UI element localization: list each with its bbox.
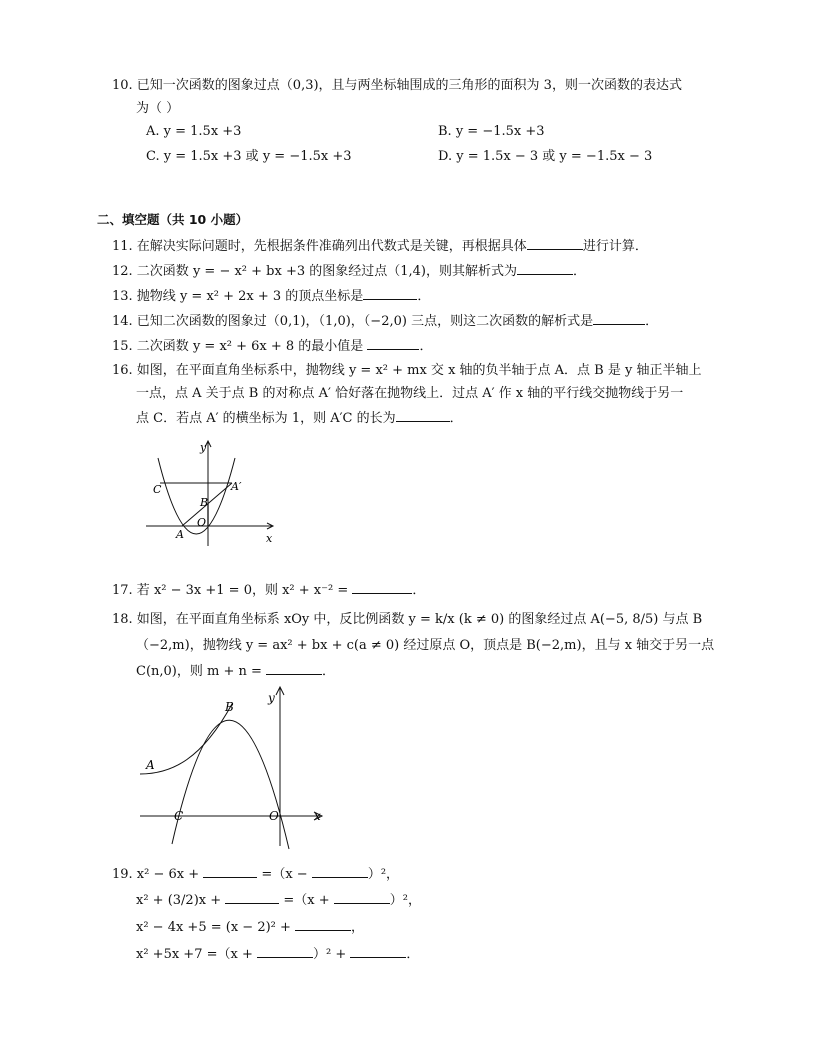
q13-answer-blank	[363, 288, 417, 300]
q10-option-b: B. y = −1.5x +3	[438, 124, 545, 139]
q17	[112, 582, 425, 599]
q14-text-b: ．	[645, 314, 659, 329]
q16-answer-blank	[396, 410, 450, 422]
q16-line3	[136, 410, 463, 427]
q18-line2: （−2,m)，抛物线 y = ax² + bx + c(a ≠ 0) 经过原点 O，顶点是 B(−2,m)，且与 x 轴交于另一点	[136, 638, 715, 653]
q12	[112, 263, 586, 280]
q11-text-a: 11. 在解决实际问题时，先根据条件准确列出代数式是关键，再根据具体	[112, 239, 527, 254]
q19-row3-b: ，	[351, 920, 365, 935]
q10-stem-line1: 10. 已知一次函数的图象过点（0,3)，且与两坐标轴围成的三角形的面积为 3，则一次函数的表达式	[112, 78, 682, 93]
q15-answer-blank	[367, 338, 419, 350]
q19-row1-blank2	[312, 866, 368, 878]
q13-text-b: ．	[417, 289, 431, 304]
q18-text-a: C(n,0)，则 m + n =	[136, 664, 262, 679]
q19-row1-b: =（x −	[261, 867, 308, 882]
q16-text-b: ．	[449, 411, 463, 426]
q19-row4	[136, 946, 419, 963]
q16-label-o: O	[197, 516, 207, 529]
q18-label-y: y	[268, 691, 275, 705]
q14	[112, 313, 658, 330]
q19-row4-c: ．	[406, 947, 420, 962]
q18-line3	[136, 663, 335, 680]
q19-row2-blank1	[225, 892, 279, 904]
q11-text-b: 进行计算．	[582, 239, 648, 254]
q18-parabola	[172, 720, 289, 849]
q11-answer-blank	[527, 238, 583, 250]
q17-text-b: ．	[412, 583, 426, 598]
q10-option-c: C. y = 1.5x +3 或 y = −1.5x +3	[146, 149, 352, 164]
q18-label-c: C	[174, 809, 184, 823]
q16-line2: 一点，点 A 关于点 B 的对称点 A′ 恰好落在抛物线上．过点 A′ 作 x 轴的平行线交抛物线于另一	[136, 386, 684, 401]
q16-line1: 16. 如图，在平面直角坐标系中，抛物线 y = x² + mx 交 x 轴的负半轴于点 A．点 B 是 y 轴正半轴上	[112, 363, 702, 378]
q19-row1-blank1	[203, 866, 257, 878]
q19-row4-a: x² +5x +7 =（x +	[136, 947, 253, 962]
q19-row2-b: =（x +	[283, 893, 330, 908]
q10-option-a: A. y = 1.5x +3	[146, 124, 242, 139]
q16-text-a: 点 C．若点 A′ 的横坐标为 1，则 A′C 的长为	[136, 411, 396, 426]
q14-answer-blank	[593, 313, 645, 325]
q18-figure	[132, 684, 332, 854]
q19-row2	[136, 892, 421, 909]
q19-row3-blank	[295, 919, 351, 931]
q16-label-a-prime: A′	[231, 480, 242, 493]
q15-text-b: ．	[419, 339, 433, 354]
q16-label-b: B	[200, 496, 209, 509]
q18-line1: 18. 如图，在平面直角坐标系 xOy 中，反比例函数 y = k/x (k ≠ 0) 的图象经过点 A(−5, 8/5) 与点 B	[112, 612, 703, 627]
q13-text-a: 13. 抛物线 y = x² + 2x + 3 的顶点坐标是	[112, 289, 364, 304]
q18-label-b: B	[225, 700, 234, 714]
q18-label-a: A	[146, 758, 155, 772]
q18-answer-blank	[266, 663, 322, 675]
q19-row1-a: 19. x² − 6x +	[112, 867, 200, 882]
q19-row1-c: ）²，	[367, 867, 400, 882]
q19-row4-blank1	[257, 946, 313, 958]
q19-row4-b: ）² +	[313, 947, 347, 962]
q15	[112, 338, 432, 355]
q16-label-x: x	[266, 532, 273, 545]
q19-row1	[112, 866, 399, 883]
q19-row2-a: x² + (3/2)x +	[136, 893, 222, 908]
q16-label-y: y	[200, 441, 207, 454]
q10-stem-line2: 为（ ）	[136, 101, 180, 116]
q12-answer-blank	[517, 263, 573, 275]
q16-figure	[138, 438, 286, 548]
q12-text-b: ．	[573, 264, 587, 279]
q13	[112, 288, 430, 305]
q19-row2-blank2	[334, 892, 390, 904]
q11	[112, 238, 648, 255]
q18-label-o: O	[269, 809, 279, 823]
q16-label-c: C	[153, 483, 162, 496]
q19-row2-c: ）²，	[389, 893, 422, 908]
q19-row3-a: x² − 4x +5 = (x − 2)² +	[136, 920, 291, 935]
q10-option-d: D. y = 1.5x − 3 或 y = −1.5x − 3	[438, 149, 653, 164]
q12-text-a: 12. 二次函数 y = − x² + bx +3 的图象经过点（1,4)，则其解析式为	[112, 264, 517, 279]
q14-text-a: 14. 已知二次函数的图象过（0,1)，（1,0)，（−2,0) 三点，则这二次函数的解析式是	[112, 314, 594, 329]
q18-text-b: ．	[322, 664, 336, 679]
q15-text-a: 15. 二次函数 y = x² + 6x + 8 的最小值是	[112, 339, 364, 354]
q19-row3	[136, 919, 364, 936]
q19-row4-blank2	[350, 946, 406, 958]
section-2-title: 二、填空题（共 10 小题）	[97, 212, 249, 227]
q16-label-a: A	[176, 528, 184, 541]
q18-label-x: x	[314, 809, 321, 823]
q17-text-a: 17. 若 x² − 3x +1 = 0，则 x² + x⁻² =	[112, 583, 349, 598]
q17-answer-blank	[352, 582, 412, 594]
